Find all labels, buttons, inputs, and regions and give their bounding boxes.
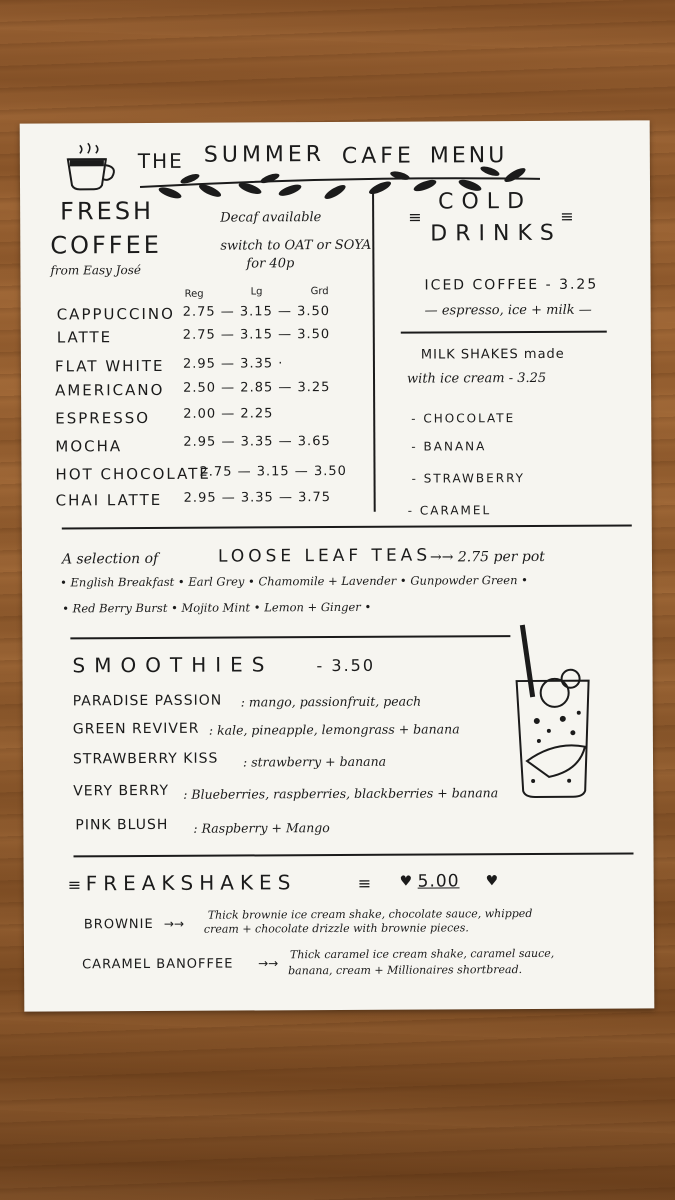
switch-note: switch to OAT or SOYA — [220, 237, 372, 254]
coffee-item-prices: 2.75 — 3.15 — 3.50 — [182, 304, 331, 320]
coffee-item-prices: 2.95 — 3.35 · — [182, 356, 284, 372]
cold-heading-cold: COLD — [438, 188, 533, 215]
title-cafe: CAFE — [341, 143, 415, 169]
coffee-subheading: from Easy José — [50, 263, 142, 278]
milkshake-flavour: - BANANA — [411, 439, 487, 454]
smoothie-name: VERY BERRY — [73, 782, 170, 800]
coffee-item-prices: 2.50 — 2.85 — 3.25 — [183, 380, 331, 396]
milkshake-flavour: - CHOCOLATE — [411, 411, 516, 426]
coffee-item-name: MOCHA — [55, 437, 123, 456]
size-header-reg: Reg — [184, 288, 204, 300]
iced-coffee: ICED COFFEE - 3.25 — [424, 276, 599, 294]
coffee-item-prices: 2.75 — 3.15 — 3.50 — [199, 463, 347, 480]
smoothie-desc: : Raspberry + Mango — [193, 820, 330, 836]
smoothie-name: STRAWBERRY KISS — [72, 750, 219, 768]
freakshake-desc: Thick caramel ice cream shake, caramel sauce, — [290, 946, 555, 962]
coffee-item-name: FLAT WHITE — [54, 356, 165, 376]
coffee-item-prices: 2.95 — 3.35 — 3.75 — [183, 490, 332, 506]
arrow-icon: →→ — [258, 956, 279, 971]
column-divider — [372, 192, 376, 512]
milkshake-flavour: - CARAMEL — [407, 503, 492, 518]
freakshakes-price: 5.00 — [417, 871, 460, 892]
title-the: THE — [137, 148, 184, 174]
freakshake-name: BROWNIE — [83, 916, 154, 933]
coffee-item-name: CHAI LATTE — [55, 490, 163, 510]
teas-price: →→ 2.75 per pot — [429, 548, 545, 566]
coffee-item-name: AMERICANO — [55, 380, 165, 400]
milkshake-flavour: - STRAWBERRY — [411, 471, 526, 486]
smoothie-desc: : strawberry + banana — [242, 753, 387, 770]
coffee-item-prices: 2.95 — 3.35 — 3.65 — [183, 434, 331, 450]
deco-lines-icon: ≡ — [408, 207, 422, 227]
menu-paper — [20, 120, 655, 1011]
coffee-item-name: HOT CHOCOLATE — [55, 464, 211, 484]
coffee-cup-icon — [60, 141, 120, 193]
switch-price-note: for 40p — [246, 256, 295, 272]
smoothie-desc: : kale, pineapple, lemongrass + banana — [208, 721, 460, 738]
smoothies-title: SMOOTHIES — [72, 652, 274, 678]
title-menu: MENU — [429, 143, 508, 169]
decaf-note: Decaf available — [220, 210, 322, 226]
teas-list-row2: • Red Berry Burst • Mojito Mint • Lemon + Ginger • — [62, 599, 372, 616]
title-summer: SUMMER — [203, 142, 326, 168]
arrow-icon: →→ — [163, 916, 185, 931]
heart-icon: ♥ — [399, 873, 413, 890]
section-divider — [74, 852, 634, 857]
milkshakes-subtitle: with ice cream - 3.25 — [406, 370, 547, 387]
smoothie-name: GREEN REVIVER — [72, 720, 200, 738]
coffee-item-prices: 2.00 — 2.25 — [183, 406, 274, 422]
deco-lines-icon: ≡ — [357, 873, 372, 893]
smoothie-desc: : Blueberries, raspberries, blackberries + banana — [183, 785, 499, 802]
section-divider — [62, 524, 632, 529]
freakshake-desc: cream + chocolate drizzle with brownie pieces. — [203, 921, 469, 936]
size-header-lg: Lg — [250, 286, 263, 298]
cold-divider — [401, 331, 607, 334]
cold-heading-drinks: DRINKS — [430, 220, 562, 247]
coffee-item-name: LATTE — [56, 328, 113, 347]
smoothie-desc: : mango, passionfruit, peach — [240, 693, 422, 710]
deco-lines-icon: ≡ — [560, 206, 574, 226]
section-divider — [70, 635, 510, 639]
deco-lines-icon: ≡ — [67, 875, 82, 895]
freakshake-name: CARAMEL BANOFFEE — [82, 956, 234, 973]
size-header-grd: Grd — [310, 286, 329, 298]
smoothie-name: PARADISE PASSION — [72, 692, 223, 710]
freakshakes-title: FREAKSHAKES — [85, 870, 297, 896]
coffee-heading-fresh: FRESH — [60, 196, 155, 226]
milkshakes-title: MILK SHAKES made — [420, 346, 565, 363]
smoothies-price: - 3.50 — [316, 655, 376, 676]
smoothie-name: PINK BLUSH — [75, 816, 169, 834]
coffee-item-name: CAPPUCCINO — [56, 304, 175, 324]
freakshake-desc: banana, cream + Millionaires shortbread. — [288, 963, 523, 978]
teas-intro: A selection of — [61, 550, 159, 568]
smoothie-glass-icon — [508, 621, 599, 801]
coffee-item-prices: 2.75 — 3.15 — 3.50 — [182, 327, 331, 343]
teas-list-row1: • English Breakfast • Earl Grey • Chamomile + Lavender • Gunpowder Green • — [60, 573, 528, 590]
freakshake-desc: Thick brownie ice cream shake, chocolate sauce, whipped — [207, 906, 533, 922]
coffee-item-name: ESPRESSO — [55, 408, 151, 428]
heart-icon: ♥ — [485, 873, 499, 890]
iced-coffee-desc: — espresso, ice + milk — — [424, 302, 592, 319]
coffee-heading-coffee: COFFEE — [50, 230, 162, 260]
teas-title: LOOSE LEAF TEAS — [217, 545, 432, 567]
